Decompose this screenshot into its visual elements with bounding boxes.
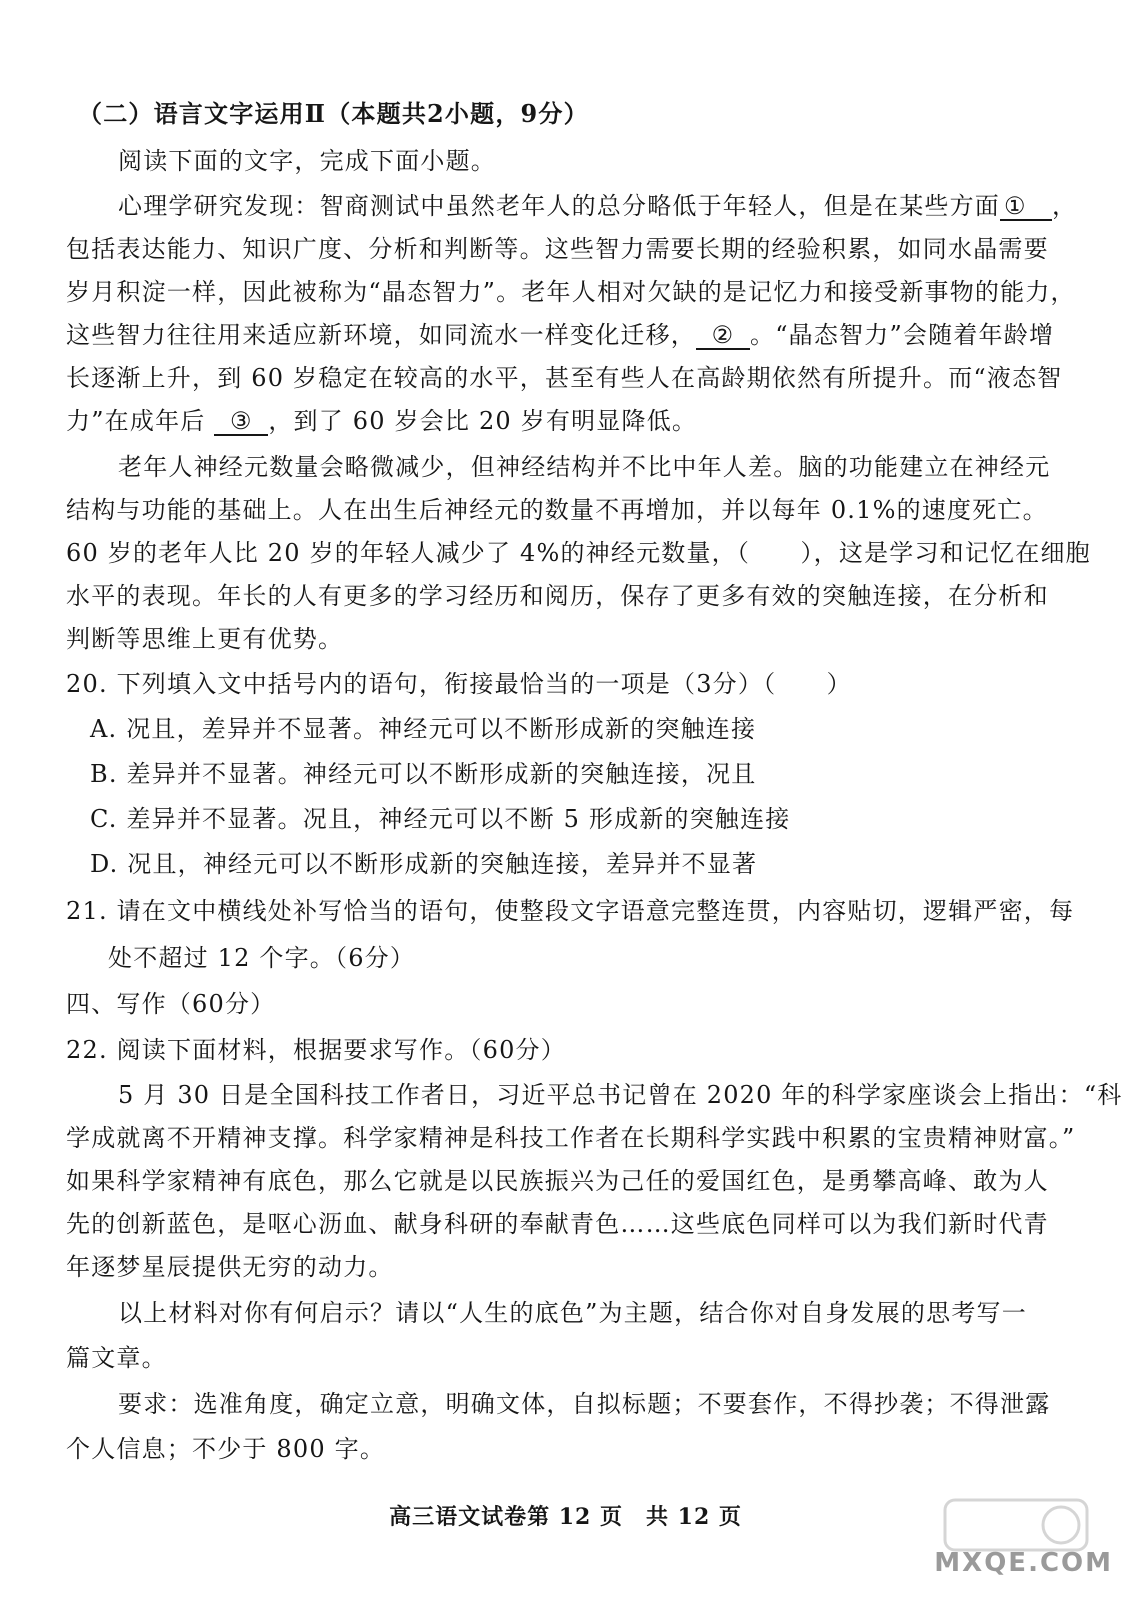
- question-21-stem-cont: 处不超过 12 个字。（6分）: [108, 944, 416, 972]
- passage-1-line: 长逐渐上升，到 60 岁稳定在较高的水平，甚至有些人在高龄期依然有所提升。而“液态智: [66, 364, 1063, 392]
- question-21-stem: 21. 请在文中横线处补写恰当的语句，使整段文字语意完整连贯，内容贴切，逻辑严密，每: [66, 897, 1075, 925]
- watermark-text: MXQE.COM: [934, 1548, 1113, 1578]
- passage-1-line: [66, 405, 697, 437]
- passage-1-line: [118, 190, 1077, 222]
- page-footer: 高三语文试卷第 12 页 共 12 页: [389, 1504, 742, 1530]
- text-segment: ，: [1052, 192, 1078, 220]
- passage-1-line: 包括表达能力、知识广度、分析和判断等。这些智力需要长期的经验积累，如同水晶需要: [66, 235, 1049, 263]
- passage-1-line: [66, 319, 1054, 351]
- question-20-option-a: A. 况且，差异并不显著。神经元可以不断形成新的突触连接: [90, 715, 757, 743]
- blank-2: ②: [696, 322, 750, 350]
- text-segment: 力”在成年后: [66, 407, 215, 435]
- question-20-option-b: B. 差异并不显著。神经元可以不断形成新的突触连接，况且: [90, 760, 757, 788]
- section-4-title: 四、写作（60分）: [66, 990, 276, 1018]
- question-20-option-c: C. 差异并不显著。况且，神经元可以不断 5 形成新的突触连接: [90, 805, 791, 833]
- text-segment: ，到了 60 岁会比 20 岁有明显降低。: [268, 407, 698, 435]
- question-20-option-d: D. 况且，神经元可以不断形成新的突触连接，差异并不显著: [90, 850, 758, 878]
- passage-2-line: 60 岁的老年人比 20 岁的年轻人减少了 4%的神经元数量，（ ），这是学习和记忆在细胞: [66, 539, 1091, 567]
- passage-2-line: 结构与功能的基础上。人在出生后神经元的数量不再增加，并以每年 0.1%的速度死亡。: [66, 496, 1048, 524]
- material-line: 学成就离不开精神支撑。科学家精神是科技工作者在长期科学实践中积累的宝贵精神财富。”: [66, 1124, 1076, 1152]
- passage-2-line: 水平的表现。年长的人有更多的学习经历和阅历，保存了更多有效的突触连接，在分析和: [66, 582, 1049, 610]
- passage-1-line: 岁月积淀一样，因此被称为“晶态智力”。老年人相对欠缺的是记忆力和接受新事物的能力，: [66, 278, 1076, 306]
- material-line: 先的创新蓝色，是呕心沥血、献身科研的奉献青色……这些底色同样可以为我们新时代青: [66, 1210, 1049, 1238]
- text-segment: 这些智力往往用来适应新环境，如同流水一样变化迁移，: [66, 321, 696, 349]
- passage-2-line: 老年人神经元数量会略微减少，但神经结构并不比中年人差。脑的功能建立在神经元: [118, 453, 1051, 481]
- text-segment: 心理学研究发现：智商测试中虽然老年人的总分略低于年轻人，但是在某些方面: [118, 192, 1000, 220]
- blank-1: ①: [1000, 193, 1052, 221]
- requirement-line: 要求：选准角度，确定立意，明确文体，自拟标题；不要套作，不得抄袭；不得泄露: [118, 1390, 1051, 1418]
- task-line: 以上材料对你有何启示？请以“人生的底色”为主题，结合你对自身发展的思考写一: [118, 1299, 1027, 1327]
- blank-3: ③: [214, 408, 268, 436]
- task-line: 篇文章。: [66, 1344, 167, 1372]
- section-2-title: （二）语言文字运用Ⅱ（本题共2小题，9分）: [78, 99, 589, 128]
- material-line: 5 月 30 日是全国科技工作者日，习近平总书记曾在 2020 年的科学家座谈会上指出：“科: [118, 1081, 1123, 1109]
- question-22-stem: 22. 阅读下面材料，根据要求写作。（60分）: [66, 1036, 566, 1064]
- material-line: 如果科学家精神有底色，那么它就是以民族振兴为己任的爱国红色，是勇攀高峰、敢为人: [66, 1167, 1049, 1195]
- question-20-stem: 20. 下列填入文中括号内的语句，衔接最恰当的一项是（3分）（ ）: [66, 670, 852, 698]
- passage-2-line: 判断等思维上更有优势。: [66, 625, 344, 653]
- text-segment: 。“晶态智力”会随着年龄增: [750, 321, 1055, 349]
- requirement-line: 个人信息；不少于 800 字。: [66, 1435, 386, 1463]
- reading-instruction: 阅读下面的文字，完成下面小题。: [118, 147, 496, 175]
- material-line: 年逐梦星辰提供无穷的动力。: [66, 1253, 394, 1281]
